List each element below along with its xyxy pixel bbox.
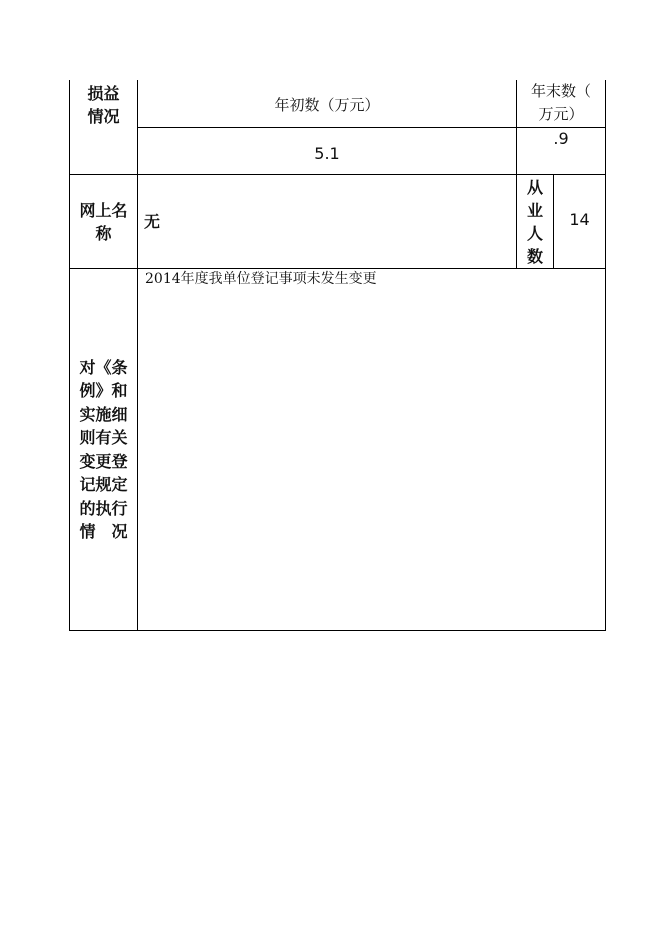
profit-loss-label-line2: 情况 xyxy=(87,107,120,126)
end-year-header xyxy=(517,80,605,127)
table-bottom-border xyxy=(69,630,606,631)
begin-year-value xyxy=(138,128,516,174)
online-name-value xyxy=(138,175,516,268)
regulation-label-line6: 记规定 xyxy=(79,475,128,494)
regulation-label-line3: 实施细 xyxy=(79,404,128,424)
staff-count-label xyxy=(517,175,553,268)
regulation-label-line1: 对《条 xyxy=(79,357,128,377)
regulation-label-line5: 变更登 xyxy=(79,451,128,471)
table-right-border xyxy=(605,80,606,631)
end-year-value-text: .9 xyxy=(553,129,569,148)
online-name-label-line1: 网上名 xyxy=(79,200,128,220)
staff-label-char-1: 从 xyxy=(526,177,543,197)
regulation-label-line4: 则有关 xyxy=(79,428,128,447)
staff-label-char-2: 业 xyxy=(526,200,543,220)
profit-loss-label-line1: 损益 xyxy=(87,84,120,103)
end-year-value xyxy=(517,128,605,174)
staff-count-value-text: 14 xyxy=(569,210,590,229)
regulation-label-line2: 例》和 xyxy=(79,381,128,400)
regulation-label xyxy=(70,269,137,630)
staff-label-char-4: 数 xyxy=(526,246,543,266)
staff-count-value xyxy=(554,175,605,268)
online-name-label xyxy=(70,175,137,268)
profit-loss-label xyxy=(70,80,137,130)
online-name-value-text: 无 xyxy=(144,212,161,231)
staff-label-char-3: 人 xyxy=(526,223,543,243)
regulation-content xyxy=(138,269,605,630)
end-year-header-line2: 万元） xyxy=(538,105,584,123)
begin-year-value-text: 5.1 xyxy=(314,143,340,163)
regulation-label-line8: 情 况 xyxy=(79,522,128,541)
online-name-label-line2: 称 xyxy=(95,223,112,243)
begin-year-header-text: 年初数（万元） xyxy=(274,96,380,114)
regulation-content-text: 2014年度我单位登记事项未发生变更 xyxy=(145,271,377,287)
registration-table xyxy=(69,80,606,631)
regulation-label-line7: 的执行 xyxy=(79,498,128,518)
begin-year-header xyxy=(138,80,516,127)
end-year-header-line1: 年末数（ xyxy=(530,82,591,100)
